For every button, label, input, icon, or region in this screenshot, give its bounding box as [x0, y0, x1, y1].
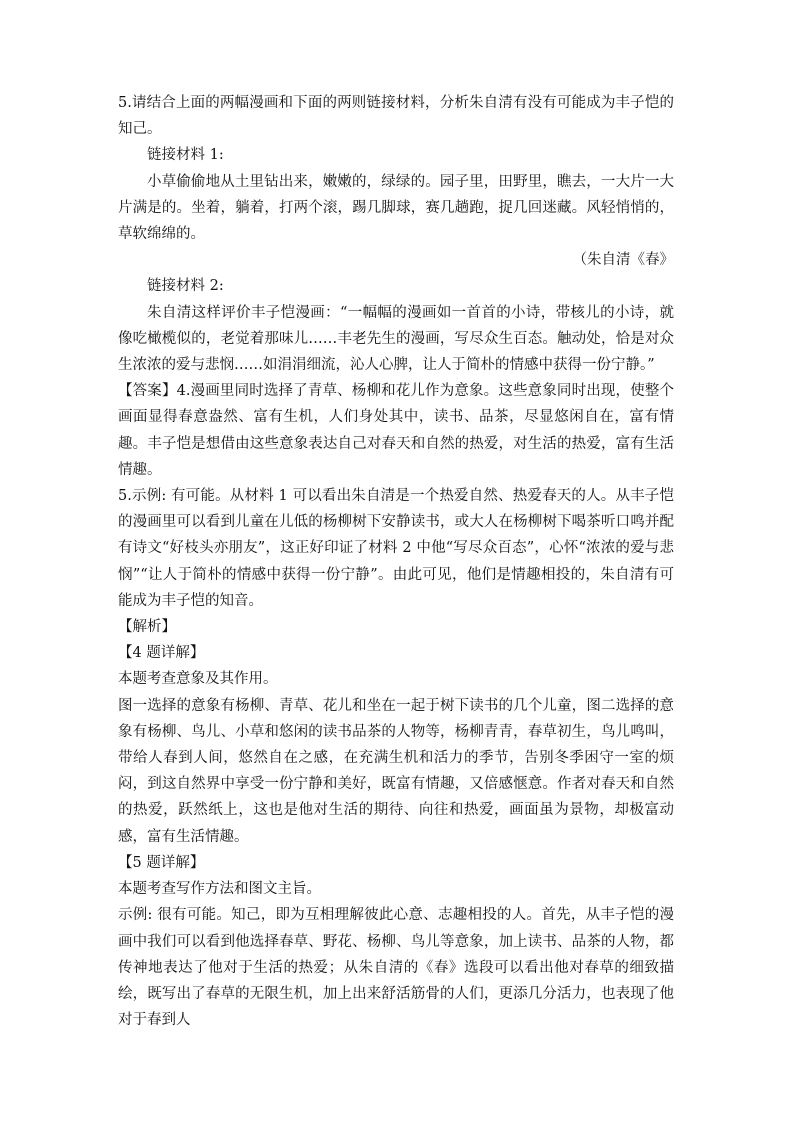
detail-4-text: 图一选择的意象有杨柳、青草、花儿和坐在一起于树下读书的几个儿童，图二选择的意象有杨柳、鸟儿、小草和悠闲的读书品茶的人物等，杨柳青青，春草初生，鸟儿鸣叫，带给人春到人间，悠然自在之感，在充满生机和活力的季节，告别冬季困守一室的烦闷，到这自然界中享受一份宁静和美好，既富有情趣，又倍感惬意。作者对春天和自然的热爱，跃然纸上，这也是他对生活的期待、向往和热爱，画面虽为景物，却极富动感，富有生活情趣。: [118, 697, 674, 845]
detail-5-label: 【5 题详解】: [118, 854, 205, 871]
link-material-1-source: （朱自清《春》: [572, 252, 674, 269]
link-material-2-text: 朱自清这样评价丰子恺漫画：“一幅幅的漫画如一首首的小诗，带核儿的小诗，就像吃橄榄似的，老觉着那味儿……丰老先生的漫画，写尽众生百态。触动处，恰是对众生浓浓的爱与悲悯……如涓涓细流，沁人心脾，让人于简朴的情感中获得一份宁静。”: [118, 304, 674, 374]
analysis-label: 【解析】: [118, 619, 176, 636]
answer-5-text: 5.示例: 有可能。从材料 1 可以看出朱自清是一个热爱自然、热爱春天的人。从丰子恺的漫画里可以看到儿童在儿低的杨柳树下安静读书，或大人在杨柳树下喝茶听口鸣并配有诗文“好枝头亦朋友”，这正好印证了材料 2 中他“写尽众百态”，心怀“浓浓的爱与悲悯”“让人于简朴的情感中获得一份宁静”。由此可见，他们是情趣相投的，朱自清有可能成为丰子恺的知音。: [118, 488, 674, 609]
detail-5-text: 示例: 很有可能。知己，即为互相理解彼此心意、志趣相投的人。首先，从丰子恺的漫画中我们可以看到他选择春草、野花、杨柳、鸟儿等意象，加上读书、品茶的人物，都传神地表达了他对于生活的热爱；从朱自清的《春》选段可以看出他对春草的细致描绘，既写出了春草的无限生机，加上出来舒活筋骨的人们，更添几分活力，也表现了他对于春到人: [118, 907, 674, 1029]
answer-label: 【答案】: [118, 383, 177, 400]
link-material-1-label: 链接材料 1:: [147, 147, 224, 164]
detail-4-label: 【4 题详解】: [118, 645, 205, 662]
answer-4-text: 4.漫画里同时选择了青草、杨柳和花儿作为意象。这些意象同时出现，使整个画面显得春意盎然、富有生机，人们身处其中，读书、品茶，尽显悠闲自在，富有情趣。丰子恺是想借由这些意象表达自己对春天和自然的热爱，对生活的热爱，富有生活情趣。: [118, 383, 675, 478]
detail-4-intro: 本题考查意象及其作用。: [118, 671, 278, 688]
question-5: 5.请结合上面的两幅漫画和下面的两则链接材料，分析朱自清有没有可能成为丰子恺的知己。: [118, 95, 674, 138]
detail-5-intro: 本题考查写作方法和图文主旨。: [118, 881, 321, 898]
answer-paragraph: [118, 378, 674, 483]
link-material-2-label: 链接材料 2:: [147, 278, 224, 295]
document-body: [118, 90, 674, 1033]
link-material-1-text: 小草偷偷地从土里钻出来，嫩嫩的，绿绿的。园子里，田野里，瞧去，一大片一大片满是的。坐着，躺着，打两个滚，踢几脚球，赛几趟跑，捉几回迷藏。风轻悄悄的，草软绵绵的。: [118, 173, 674, 243]
